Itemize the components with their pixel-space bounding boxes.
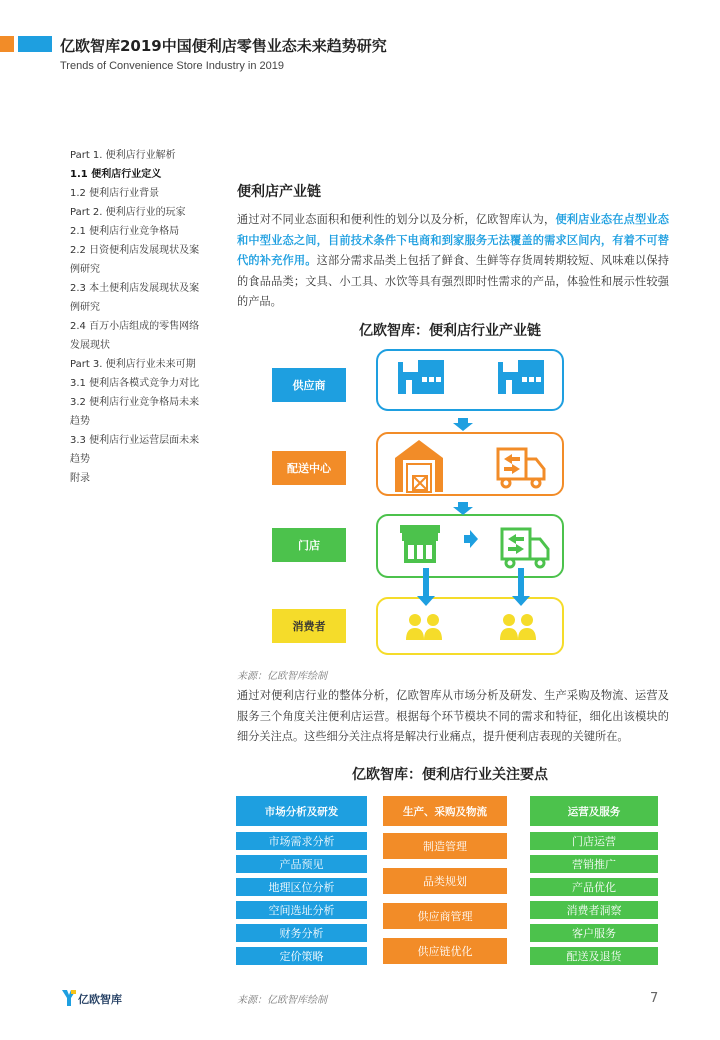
toc-item[interactable]: 3.2 便利店行业竞争格局未来 [70, 397, 200, 408]
header-orange-bar [0, 36, 14, 52]
arrow-down-icon [453, 502, 473, 515]
brand-logo-icon [62, 990, 76, 1006]
delivery-truck-icon [498, 449, 544, 487]
analysis-paragraph: 通过对便利店行业的整体分析，亿欧智库从市场分析及研发、生产采购及物流、运营及服务三个角度关注便利店运营。根据每个环节模块不同的需求和特征，细化出该模块的细分关注点。这些细分关注点将是解决行业痛点，提升便利店表现的关键所在。 [237, 689, 669, 744]
focus-item: 消费者洞察 [530, 901, 658, 919]
toc-item[interactable]: 2.2 日资便利店发展现状及案 [70, 245, 200, 256]
toc-item[interactable]: 3.3 便利店行业运营层面未来 [70, 435, 200, 446]
arrow-right-icon [464, 530, 478, 548]
consumers-icon [500, 614, 536, 640]
toc-item[interactable]: 1.2 便利店行业背景 [70, 188, 160, 199]
section-title: 便利店产业链 [237, 184, 321, 200]
factory-icon [498, 360, 544, 394]
toc-item[interactable]: 3.1 便利店各模式竞争力对比 [70, 378, 200, 389]
focus-item: 地理区位分析 [236, 878, 367, 896]
focus-item: 品类规划 [383, 868, 507, 894]
column-header-production: 生产、采购及物流 [383, 796, 507, 826]
page-number: 7 [650, 991, 659, 1006]
report-title: 亿欧智库2019中国便利店零售业态未来趋势研究 [60, 37, 387, 55]
toc-item[interactable]: 趋势 [70, 454, 90, 465]
focus-chart-source: 来源：亿欧智库绘制 [237, 995, 327, 1006]
brand-logo-text: 亿欧智库 [78, 993, 122, 1006]
header-blue-bar [18, 36, 52, 52]
focus-item: 客户服务 [530, 924, 658, 942]
focus-item: 产品优化 [530, 878, 658, 896]
storefront-icon [400, 525, 440, 563]
focus-item: 营销推广 [530, 855, 658, 873]
label-supplier: 供应商 [272, 368, 346, 402]
arrow-down-icon [512, 568, 530, 606]
toc-item[interactable]: Part 3. 便利店行业未来可期 [70, 359, 196, 370]
focus-item: 供应商管理 [383, 903, 507, 929]
chain-diagram-icons [370, 340, 570, 660]
arrow-down-icon [453, 418, 473, 431]
delivery-truck-icon [502, 529, 548, 567]
intro-text-b: 这部分需求品类上包括了鲜食、生鲜等存货周转期较短、风味难以保持的食品品类；文具、小工具、水饮等具有强烈即时性需求的产品，体验性和展示性较强的产品。 [237, 254, 669, 309]
intro-text-a: 通过对不同业态面积和便利性的划分以及分析，亿欧智库认为， [237, 213, 556, 226]
label-distribution-center: 配送中心 [272, 451, 346, 485]
toc-item[interactable]: Part 2. 便利店行业的玩家 [70, 207, 186, 218]
label-consumer: 消费者 [272, 609, 346, 643]
column-header-operations: 运营及服务 [530, 796, 658, 826]
arrow-down-icon [417, 568, 435, 606]
focus-item: 供应链优化 [383, 938, 507, 964]
focus-item: 配送及退货 [530, 947, 658, 965]
toc-item[interactable]: Part 1. 便利店行业解析 [70, 150, 176, 161]
label-store: 门店 [272, 528, 346, 562]
toc-item[interactable]: 2.3 本土便利店发展现状及案 [70, 283, 200, 294]
toc-item-active[interactable]: 1.1 便利店行业定义 [70, 169, 162, 180]
focus-item: 制造管理 [383, 833, 507, 859]
focus-item: 市场需求分析 [236, 832, 367, 850]
focus-item: 门店运营 [530, 832, 658, 850]
toc-item[interactable]: 发展现状 [70, 340, 110, 351]
focus-item: 产品预见 [236, 855, 367, 873]
table-of-contents [70, 146, 215, 488]
toc-item[interactable]: 2.1 便利店行业竞争格局 [70, 226, 180, 237]
toc-item[interactable]: 2.4 百万小店组成的零售网络 [70, 321, 200, 332]
toc-item[interactable]: 趋势 [70, 416, 90, 427]
focus-chart-title: 亿欧智库：便利店行业关注要点 [352, 767, 548, 783]
toc-item[interactable]: 例研究 [70, 302, 100, 313]
toc-item[interactable]: 例研究 [70, 264, 100, 275]
column-header-market: 市场分析及研发 [236, 796, 367, 826]
focus-item: 空间选址分析 [236, 901, 367, 919]
intro-highlight: 便利店业态在点型业态和中型业态之间，目前技术条件下电商和到家服务无法覆盖的需求区间内，有着不可替代的补充作用。 [237, 213, 669, 268]
focus-item: 财务分析 [236, 924, 367, 942]
toc-item[interactable]: 附录 [70, 473, 90, 484]
report-subtitle: Trends of Convenience Store Industry in 2019 [60, 60, 285, 72]
focus-item: 定价策略 [236, 947, 367, 965]
factory-icon [398, 360, 444, 394]
chain-chart-source: 来源：亿欧智库绘制 [237, 671, 327, 682]
chain-chart-title: 亿欧智库：便利店行业产业链 [359, 323, 541, 339]
consumers-icon [406, 614, 442, 640]
intro-paragraph [237, 210, 669, 313]
warehouse-icon [395, 440, 443, 492]
